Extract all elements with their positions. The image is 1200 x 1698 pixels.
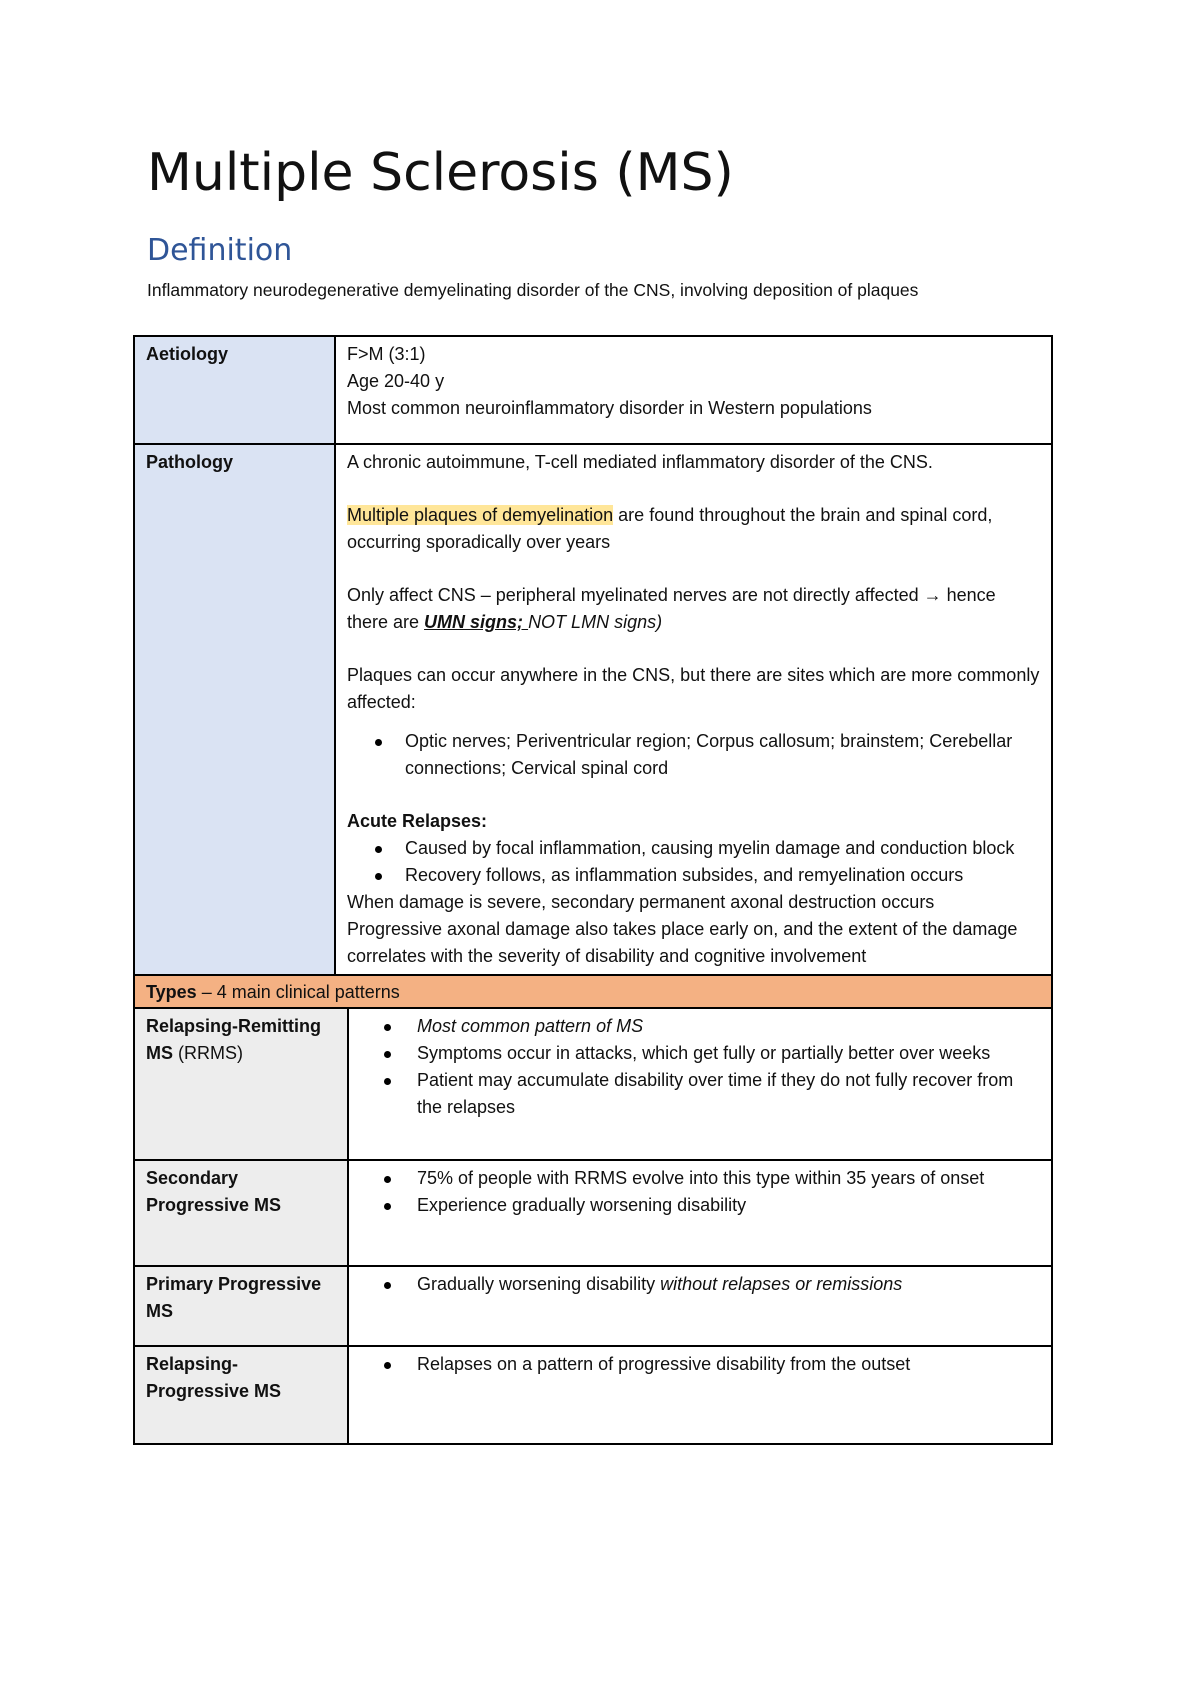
pathology-paragraph (347, 502, 1041, 556)
page-title: Multiple Sclerosis (MS) (147, 143, 734, 203)
types-header-text: – 4 main clinical patterns (196, 982, 400, 1002)
list-item: Recovery follows, as inflammation subsides, and remyelination occurs (347, 862, 1041, 889)
italic-text: Most common pattern of MS (417, 1016, 644, 1036)
relapses-list (347, 835, 1041, 889)
type-content (348, 1160, 1052, 1266)
pathology-paragraph: When damage is severe, secondary permanent axonal destruction occurs (347, 892, 935, 912)
type-bullets (360, 1271, 1041, 1298)
types-header (134, 975, 1052, 1008)
aetiology-content (335, 336, 1052, 444)
list-item (360, 1271, 1041, 1298)
type-bullets (360, 1351, 1041, 1378)
pathology-row (134, 444, 1052, 975)
type-content (348, 1266, 1052, 1346)
pathology-paragraph: A chronic autoimmune, T-cell mediated inflammatory disorder of the CNS. (347, 452, 933, 472)
type-label-bold: Relapsing-Remitting MS (146, 1016, 322, 1063)
relapses-heading: Acute Relapses: (347, 811, 488, 831)
list-item: Patient may accumulate disability over time if they do not fully recover from the relapses (360, 1067, 1041, 1121)
aetiology-line: Most common neuroinflammatory disorder in Western populations (347, 398, 872, 418)
types-header-bold: Types (146, 982, 197, 1002)
type-row (134, 1266, 1052, 1346)
pathology-content (335, 444, 1052, 975)
type-label: Primary Progressive MS (134, 1266, 348, 1346)
type-content (348, 1346, 1052, 1444)
type-row (134, 1346, 1052, 1444)
pathology-text: hence there are (347, 585, 996, 632)
list-item: Symptoms occur in attacks, which get fully or partially better over weeks (360, 1040, 1041, 1067)
pathology-text: Only affect CNS – peripheral myelinated nerves are not directly affected (347, 585, 924, 605)
pathology-label: Pathology (134, 444, 335, 975)
umn-signs-text: UMN signs; (424, 612, 529, 632)
arrow-right-icon: → (923, 585, 942, 605)
type-label-normal: (RRMS) (173, 1043, 243, 1063)
aetiology-line: Age 20-40 y (347, 371, 445, 391)
aetiology-row (134, 336, 1052, 444)
highlighted-text: Multiple plaques of demyelination (347, 505, 614, 525)
type-bullets (360, 1165, 1041, 1219)
type-bullets (360, 1013, 1041, 1121)
type-content (348, 1008, 1052, 1160)
list-item (360, 1013, 1041, 1040)
type-row (134, 1008, 1052, 1160)
list-item: 75% of people with RRMS evolve into this type within 35 years of onset (360, 1165, 1041, 1192)
italic-text: without relapses or remissions (660, 1274, 903, 1294)
pathology-paragraph: Plaques can occur anywhere in the CNS, but there are sites which are more commonly affected: (347, 665, 1040, 712)
bullet-text: Gradually worsening disability (417, 1274, 661, 1294)
pathology-paragraph (347, 582, 1041, 636)
list-item: Caused by focal inflammation, causing myelin damage and conduction block (347, 835, 1041, 862)
aetiology-line: F>M (3:1) (347, 344, 426, 364)
type-row (134, 1160, 1052, 1266)
lmn-signs-text: NOT LMN signs) (528, 612, 663, 632)
list-item: Experience gradually worsening disability (360, 1192, 1041, 1219)
type-label: Secondary Progressive MS (134, 1160, 348, 1266)
sites-list (347, 728, 1041, 782)
definition-heading: Definition (147, 233, 293, 268)
type-label (134, 1008, 348, 1160)
list-item: Relapses on a pattern of progressive disability from the outset (360, 1351, 1041, 1378)
types-header-row (134, 975, 1052, 1008)
definition-text: Inflammatory neurodegenerative demyelinating disorder of the CNS, involving deposition of plaques (147, 280, 919, 300)
ms-summary-table (133, 335, 1053, 1445)
pathology-paragraph: Progressive axonal damage also takes place early on, and the extent of the damage correlates with the severity of disability and cognitive involvement (347, 919, 1018, 966)
list-item: Optic nerves; Periventricular region; Corpus callosum; brainstem; Cerebellar connections; Cervical spinal cord (347, 728, 1041, 782)
type-label: Relapsing-Progressive MS (134, 1346, 348, 1444)
pathology-text: are found throughout the brain and spinal cord, occurring sporadically over years (347, 505, 993, 552)
aetiology-label: Aetiology (134, 336, 335, 444)
